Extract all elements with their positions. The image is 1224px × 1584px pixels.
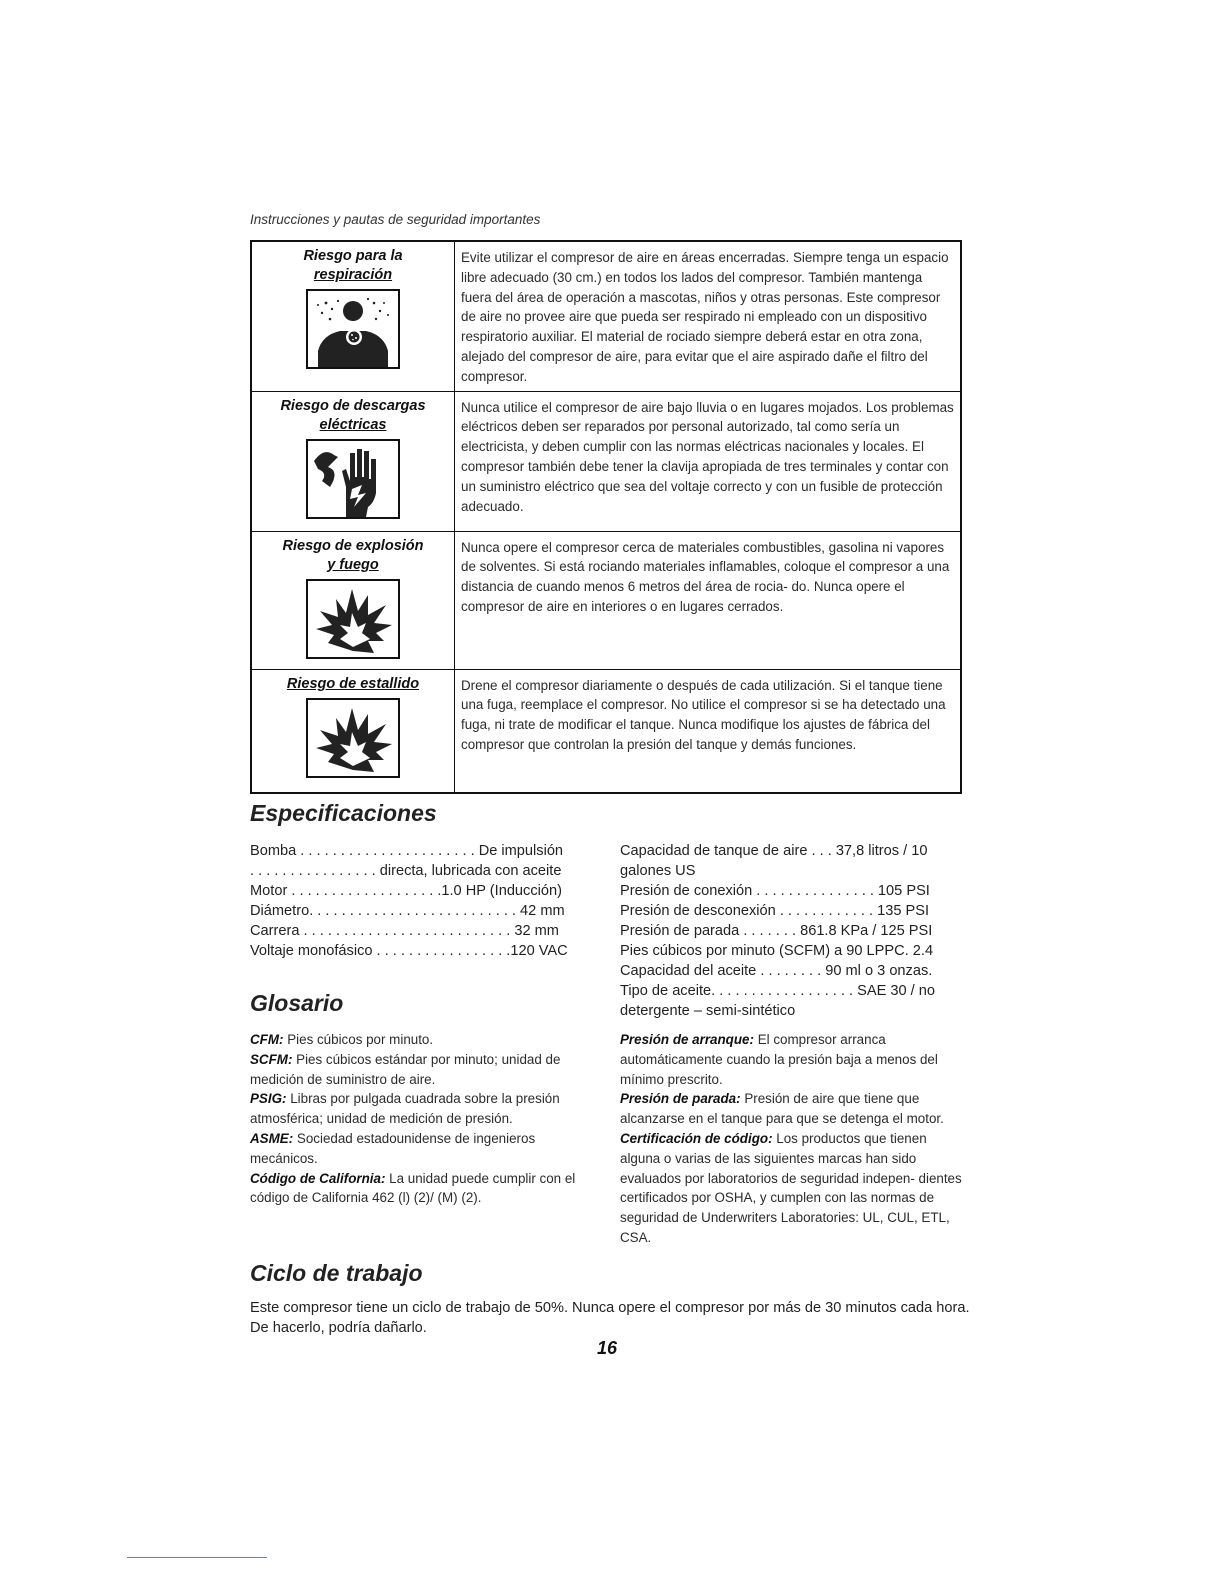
specs-left-column (250, 841, 596, 961)
divider (127, 1557, 267, 1558)
hazard-title (263, 397, 443, 435)
glossary-entry: SCFM: Pies cúbicos estándar por minuto; unidad de medición de suministro de aire. (250, 1051, 561, 1087)
hazard-label-cell (251, 391, 455, 531)
duty-cycle-heading: Ciclo de trabajo (250, 1260, 423, 1286)
hazard-title-underlined: Riesgo de estallido (286, 675, 420, 692)
hazard-row-burst (251, 669, 961, 793)
glossary-term: CFM (250, 1032, 280, 1047)
glossary-entry: ASME: Sociedad estadounidense de ingenieros mecánicos. (250, 1130, 536, 1166)
hazard-table (250, 240, 962, 794)
spec-line: . . . . . . . . . . . . . . . . directa, lubricada con aceite (250, 863, 562, 879)
glossary-heading: Glosario (250, 990, 344, 1016)
glossary-definition: Los productos que tienen alguna o varias de las siguientes marcas han sido evaluados por laboratorios de seguridad indepen- dientes certificados por OSHA, y cumplen con las normas de seguridad de Underwriters Laboratories: UL, CUL, ETL, CSA. (620, 1130, 962, 1245)
hazard-text: Drene el compresor diariamente o después de cada utilización. Si el tanque tiene una fuga, reemplace el compresor. No utilice el compresor si se ha detectado una fuga, ni trate de modificar el tanque. Nunca modifique los ajustes de fábrica del compresor que controlan la presión del tanque y demás funciones. (455, 669, 962, 793)
glossary-definition: El compresor arranca automáticamente cuando la presión baja a menos del mínimo prescrito. (620, 1032, 938, 1087)
glossary-entry: Presión de arranque: El compresor arranca automáticamente cuando la presión baja a menos del mínimo prescrito. (620, 1032, 938, 1087)
glossary-definition: Pies cúbicos por minuto. (287, 1032, 434, 1047)
glossary-definition: Pies cúbicos estándar por minuto; unidad de medición de suministro de aire. (250, 1051, 561, 1087)
glossary-definition: Libras por pulgada cuadrada sobre la presión atmosférica; unidad de medición de presión. (250, 1091, 560, 1127)
explosion-icon (306, 579, 400, 659)
respiratory-hazard-icon (306, 289, 400, 369)
glossary-left-column (250, 1030, 590, 1208)
glossary-term: Presión de parada (620, 1091, 737, 1107)
spec-line: Carrera . . . . . . . . . . . . . . . . . . . . . . . . . . 32 mm (250, 923, 559, 939)
hazard-title-underlined: respiración (313, 267, 393, 283)
burst-icon (306, 698, 400, 778)
spec-line: galones US (620, 863, 696, 879)
hazard-row-respiration (251, 241, 961, 391)
electric-shock-icon (306, 439, 400, 519)
spec-line: Presión de conexión . . . . . . . . . . . . . . . 105 PSI (620, 883, 930, 899)
glossary-entry: PSIG: Libras por pulgada cuadrada sobre la presión atmosférica; unidad de medición de presión. (250, 1091, 560, 1127)
spec-line: Tipo de aceite. . . . . . . . . . . . . . . . . . SAE 30 / no (620, 983, 935, 999)
hazard-text: Evite utilizar el compresor de aire en áreas encerradas. Siempre tenga un espacio libre adecuado (30 cm.) en todos los lados del compresor. También mantenga fuera del área de operación a mascotas, niños y otras personas. Este compresor de aire no provee aire que pueda ser respirado ni empleado con un dispositivo respiratorio auxiliar. El material de rociado siempre deberá estar en otra zona, alejado del compresor de aire, para evitar que el aire aspirado dañe el filtro del compresor. (455, 241, 962, 391)
glossary-entry: CFM: Pies cúbicos por minuto. (250, 1032, 434, 1047)
glossary-entry: Código de California: La unidad puede cumplir con el código de California 462 (l) (2)/ (M) (2). (250, 1170, 576, 1206)
hazard-title (263, 675, 443, 694)
hazard-title (263, 537, 443, 575)
glossary-term: Código de California (250, 1170, 381, 1186)
hazard-text: Nunca opere el compresor cerca de materiales combustibles, gasolina ni vapores de solventes. Si está rociando materiales inflamables, coloque el compresor a una distancia de cuando menos 6 metros del área de rocia- do. Nunca opere el compresor de aire en interiores o en lugares cerrados. (455, 531, 962, 669)
spec-line: Capacidad de tanque de aire . . . 37,8 litros / 10 (620, 843, 928, 859)
spec-line: Pies cúbicos por minuto (SCFM) a 90 LPPC. 2.4 (620, 943, 934, 959)
glossary-right-column (620, 1030, 968, 1248)
hazard-row-explosion (251, 531, 961, 669)
glossary-term: Certificación de código (620, 1130, 769, 1146)
hazard-text: Nunca utilice el compresor de aire bajo lluvia o en lugares mojados. Los problemas eléctricos deben ser reparados por personal autorizado, tal como sería un electricista, y deben cumplir con las normas eléctricas nacionales y locales. El compresor también debe tener la clavija apropiada de tres terminales y contar con un suministro eléctrico que sea del voltaje correcto y con un fusible de protección adecuado. (455, 391, 962, 531)
glossary-definition: Presión de aire que tiene que alcanzarse en el tanque para que se detenga el motor. (620, 1091, 944, 1127)
spec-line: Presión de parada . . . . . . . 861.8 KPa / 125 PSI (620, 923, 933, 939)
hazard-label-cell (251, 531, 455, 669)
page-header: Instrucciones y pautas de seguridad importantes (250, 212, 541, 227)
spec-line: detergente – semi-sintético (620, 1003, 796, 1019)
hazard-label-cell (251, 669, 455, 793)
spec-line: Capacidad del aceite . . . . . . . . 90 ml o 3 onzas. (620, 963, 933, 979)
spec-line: Bomba . . . . . . . . . . . . . . . . . . . . . . De impulsión (250, 843, 564, 859)
glossary-term: Presión de arranque (620, 1032, 750, 1047)
spec-line: Presión de desconexión . . . . . . . . . . . . 135 PSI (620, 903, 930, 919)
hazard-title (263, 247, 443, 285)
hazard-label-cell (251, 241, 455, 391)
glossary-term: PSIG (250, 1091, 282, 1107)
spec-line: Diámetro. . . . . . . . . . . . . . . . . . . . . . . . . . 42 mm (250, 903, 565, 919)
hazard-title-underlined: eléctricas (319, 416, 387, 433)
glossary-definition: La unidad puede cumplir con el código de California 462 (l) (2)/ (M) (2). (250, 1170, 576, 1206)
page-number: 16 (597, 1338, 618, 1358)
hazard-title-underlined: y fuego (327, 556, 379, 573)
spec-line: Motor . . . . . . . . . . . . . . . . . . .1.0 HP (Inducción) (250, 883, 562, 899)
glossary-entry: Presión de parada: Presión de aire que tiene que alcanzarse en el tanque para que se detenga el motor. (620, 1091, 944, 1127)
specs-right-column (620, 841, 966, 1021)
hazard-title-plain: Riesgo de explosión (282, 537, 424, 554)
glossary-term: SCFM (250, 1051, 288, 1067)
spec-line: Voltaje monofásico . . . . . . . . . . . . . . . . .120 VAC (250, 943, 568, 959)
hazard-row-electric (251, 391, 961, 531)
hazard-title-plain: Riesgo de descargas (280, 397, 426, 414)
hazard-title-plain: Riesgo para la (303, 248, 403, 264)
glossary-term: ASME (250, 1130, 289, 1146)
glossary-entry: Certificación de código: Los productos que tienen alguna o varias de las siguientes marcas han sido evaluados por laboratorios de seguridad indepen- dientes certificados por OSHA, y cumplen con las normas de seguridad de Underwriters Laboratories: UL, CUL, ETL, CSA. (620, 1130, 962, 1245)
duty-cycle-text: Este compresor tiene un ciclo de trabajo de 50%. Nunca opere el compresor por más de 30 minutos cada hora. De hacerlo, podría dañarlo. (250, 1300, 970, 1336)
specs-heading: Especificaciones (250, 800, 437, 826)
glossary-definition: Sociedad estadounidense de ingenieros mecánicos. (250, 1130, 536, 1166)
